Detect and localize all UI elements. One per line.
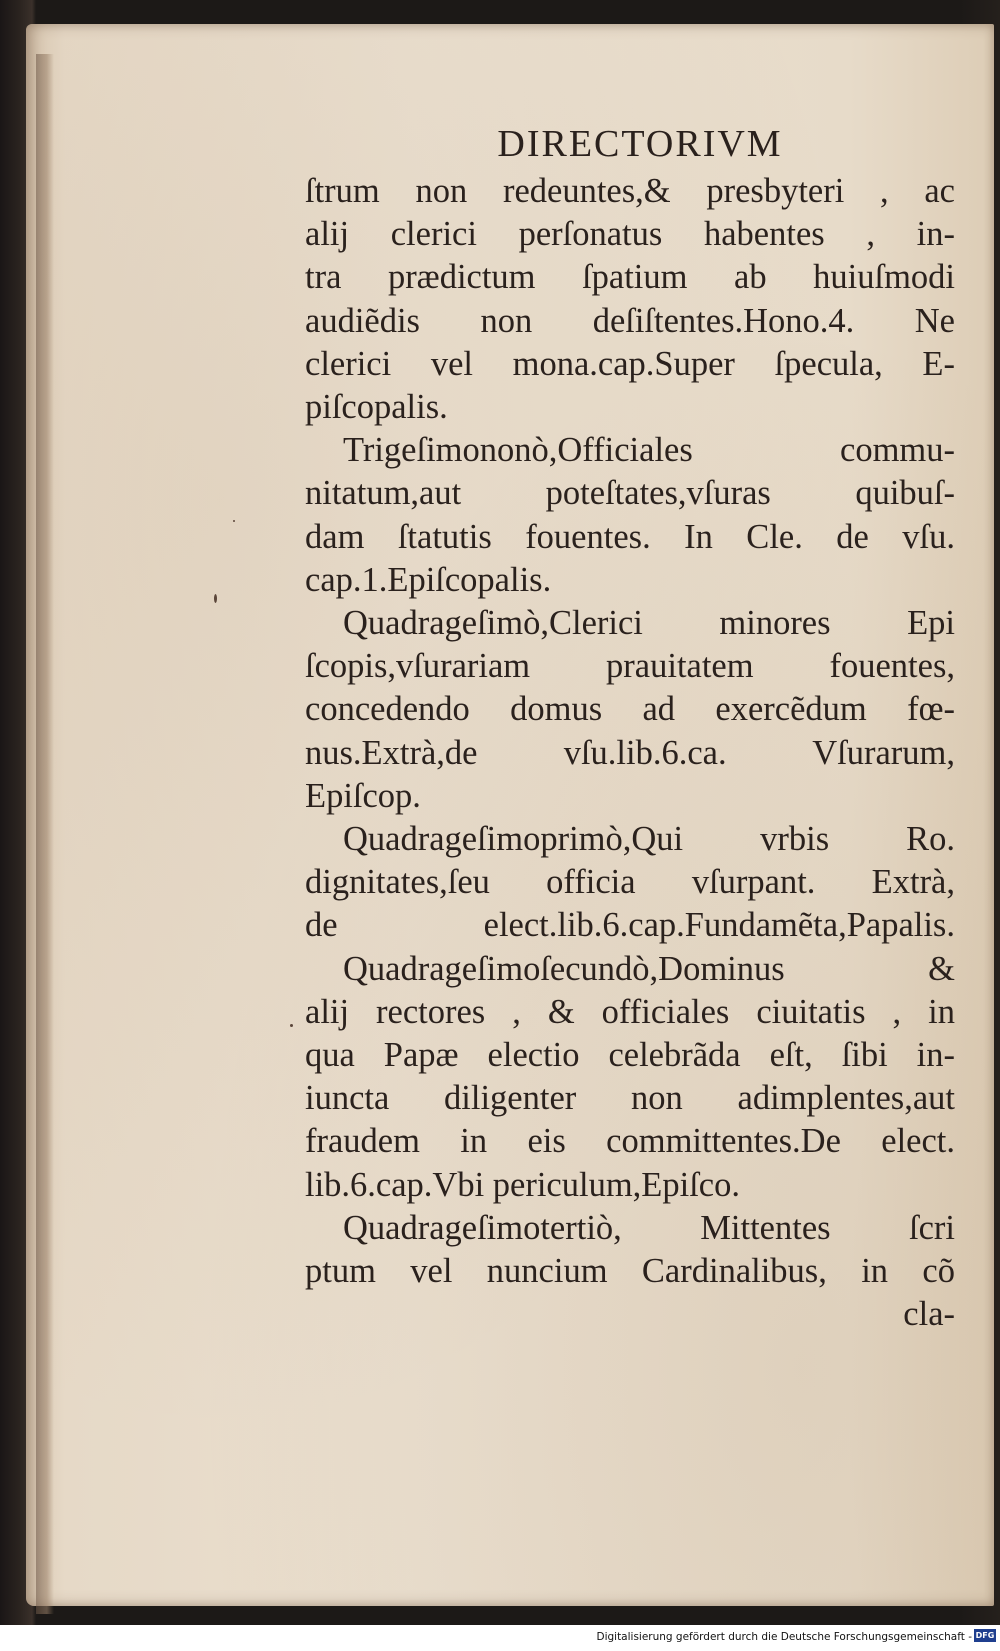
text-line: Quadrageſimoprimò,Qui vrbis Ro. <box>343 820 955 859</box>
text-line: audiẽdis non deſiſtentes.Hono.4. Ne <box>305 301 955 340</box>
text-line: dignitates,ſeu officia vſurpant. Extrà, <box>305 863 955 902</box>
text-line: concedendo domus ad exercẽdum fœ- <box>305 690 955 729</box>
digitization-credit: Digitalisierung gefördert durch die Deutsche Forschungsgemeinschaft - <box>596 1631 972 1643</box>
text-line: Epiſcop. <box>305 776 421 815</box>
text-line: clerici vel mona.cap.Super ſpecula, E- <box>305 344 955 383</box>
page-gutter-shadow <box>36 54 54 1614</box>
text-line: cap.1.Epiſcopalis. <box>305 560 552 599</box>
text-line: fraudem in eis committentes.De elect. <box>305 1122 955 1161</box>
ink-speck <box>214 594 217 603</box>
text-line: nitatum,aut poteſtates,vſuras quibuſ- <box>305 474 955 513</box>
text-line: dam ſtatutis fouentes. In Cle. de vſu. <box>305 517 955 556</box>
text-line: Trigeſimononò,Officiales commu- <box>343 431 955 470</box>
text-line: Quadrageſimoſecundò,Dominus & <box>343 949 955 988</box>
ink-speck <box>290 1024 293 1027</box>
dfg-logo-icon: DFG <box>975 1631 995 1640</box>
text-lines <box>305 170 955 1336</box>
text-line: Quadrageſimò,Clerici minores Epi <box>343 604 955 643</box>
text-line: qua Papæ electio celebrãda eſt, ſibi in- <box>305 1036 955 1075</box>
text-line: tra prædictum ſpatium ab huiuſmodi <box>305 258 955 297</box>
ink-speck <box>233 520 235 522</box>
text-line: Quadrageſimotertiò, Mittentes ſcri <box>343 1208 955 1247</box>
text-line: ptum vel nuncium Cardinalibus, in cõ <box>305 1252 955 1291</box>
text-line: ſcopis,vſurariam prauitatem fouentes, <box>305 647 955 686</box>
text-line: nus.Extrà,de vſu.lib.6.ca. Vſurarum, <box>305 733 955 772</box>
text-line: piſcopalis. <box>305 388 448 427</box>
text-line: de elect.lib.6.cap.Fundamẽta,Papalis. <box>305 906 955 945</box>
text-line: ſtrum non redeuntes,& presbyteri , ac <box>305 172 955 210</box>
text-line: iuncta diligenter non adimplentes,aut <box>305 1079 955 1118</box>
text-line: alij clerici perſonatus habentes , in- <box>305 215 955 254</box>
catchword: cla- <box>903 1295 955 1334</box>
text-line: alij rectores , & officiales ciuitatis , in <box>305 992 955 1031</box>
running-head: DIRECTORIVM <box>497 123 783 165</box>
page-text-block <box>305 122 955 1336</box>
text-line: lib.6.cap.Vbi periculum,Epiſco. <box>305 1165 740 1204</box>
